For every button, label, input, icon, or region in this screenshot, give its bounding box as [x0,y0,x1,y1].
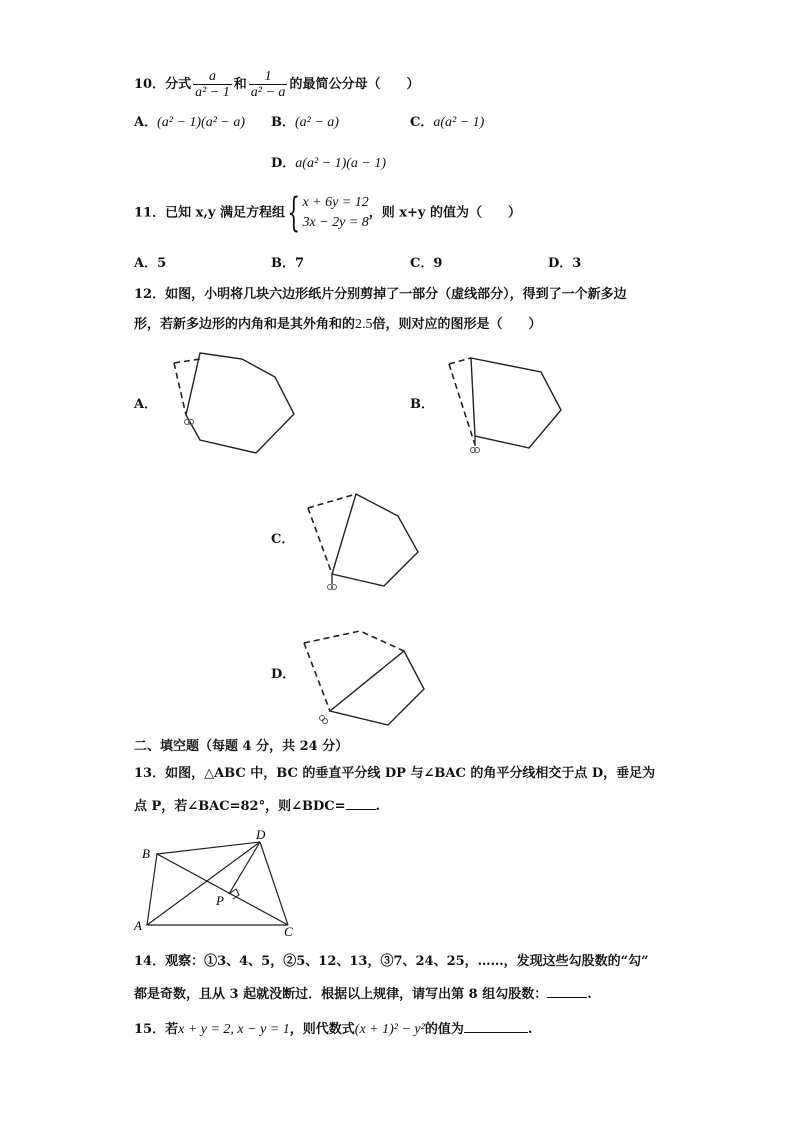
q10-option-a-expr: (a² − 1)(a² − a) [157,115,246,130]
q12-option-c-label[interactable]: C． [271,532,295,547]
q12-option-b-figure [445,350,575,460]
q10-option-b[interactable] [271,114,339,132]
q12-b-cut-side [449,364,475,445]
q10-fraction-1-numerator: a [193,69,232,85]
q12-option-a-label[interactable]: A． [134,397,158,412]
q11-equation-1: x + 6y = 12 [302,195,369,210]
q10-option-c-label: C． [410,115,434,130]
q11-equation-2: 3x − 2y = 8 [302,215,369,230]
q13-line-2 [134,796,380,816]
q10-fraction-1-denominator: a² − 1 [195,85,230,100]
q15-expression: (x + 1)² − y² [354,1022,425,1037]
q12-option-a-figure [160,345,310,460]
q10-text-3: 的最简公分母（ ） [289,77,420,92]
q12-option-d-label[interactable]: D． [271,667,296,682]
q12-text-2a: 形，若新多边形的内角和是其外角和的 [134,317,356,332]
q11-option-b[interactable]: B．7 [271,256,305,271]
q10-option-a-label: A． [134,115,158,130]
q13-text-2: 点 P，若∠BAC=82°，则∠BDC= [134,799,346,814]
q15-text-3: 的值为 [424,1022,464,1037]
q11-text-2: ，则 x+y 的值为（ ） [368,205,522,221]
scissors-icon [323,719,328,724]
q13-text-1: 如图，△ABC 中，BC 的垂直平分线 DP 与∠BAC 的角平分线相交于点 D，垂足为 [165,766,656,781]
q10-fraction-2-denominator: a² − a [250,85,286,100]
q12-b-cut-top [449,358,471,364]
q13-line-1 [134,765,655,783]
q10-option-d[interactable] [271,155,386,173]
q10-fraction-2 [249,69,288,100]
q14-text-2: 都是奇数，且从 3 起就没断过．根据以上规律，请写出第 8 组勾股数： [134,987,548,1002]
q12-c-polygon [332,494,418,586]
q11-equation-system [302,193,368,233]
q13-label-a: A [134,918,142,933]
q12-b-polygon [471,358,561,448]
q13-segment-bd [157,842,260,854]
q13-answer-blank[interactable] [346,796,376,810]
q13-segment-dp [229,842,260,894]
q12-c-cut-side [308,508,332,574]
q15-period: . [527,1022,533,1037]
q12-line-2 [134,316,542,334]
q12-a-cut-side [174,363,186,415]
q10-fraction-2-numerator: 1 [249,69,288,85]
q13-number: 13． [134,766,166,781]
q12-option-d-figure [300,625,435,730]
q14-period: . [587,987,592,1002]
scissors-icon [320,716,325,721]
q10-text-2: 和 [233,77,247,92]
q12-c-cut-top [308,494,356,508]
q11-stem [134,190,522,236]
q14-number: 14． [134,954,166,969]
q12-option-c-figure [300,488,430,593]
q10-text-1: 分式 [165,77,192,92]
q10-option-a[interactable] [134,114,245,132]
q11-number: 11． [134,205,166,221]
section-2-title: 二、填空题（每题 4 分，共 24 分） [134,739,349,754]
q11-option-a[interactable]: A．5 [134,256,167,271]
q13-label-b: B [142,846,150,861]
q13-label-d: D [256,827,266,842]
q14-answer-blank[interactable] [547,984,587,998]
q10-option-d-label: D． [271,156,296,171]
q12-d-cut-top [304,631,404,651]
q12-number: 12． [134,287,166,302]
q14-text-1: 观察：①3、4、5，②5、12、13，③7、24、25，……，发现这些勾股数的“勾” [165,954,649,969]
q12-d-polygon [330,651,424,725]
q14-line-1 [134,953,649,971]
q15-text-1: 若 [165,1022,179,1037]
q15-line [134,1019,532,1039]
q12-text-1: 如图，小明将几块六边形纸片分别剪掉了一部分（虚线部分），得到了一个新多边 [165,287,627,302]
q14-line-2 [134,984,592,1004]
q10-fraction-1 [193,69,232,100]
q13-triangle-figure [130,826,300,938]
q12-option-b-label[interactable]: B． [410,397,434,412]
q12-a-polygon [186,353,294,453]
q15-number: 15． [134,1022,166,1037]
q10-number: 10． [134,77,166,92]
q12-ratio: 2.5 [355,317,373,332]
q12-line-1 [134,286,627,304]
q15-answer-blank[interactable] [464,1019,528,1033]
q15-text-2: ，则代数式 [289,1022,355,1037]
q11-brace: { [287,190,301,236]
q11-text-1: 已知 x,y 满足方程组 [165,205,285,221]
q11-option-d[interactable]: D．3 [548,256,582,271]
q10-option-c-expr: a(a² − 1) [433,115,485,130]
q10-stem [134,69,419,100]
q15-condition: x + y = 2, x − y = 1 [178,1022,290,1037]
q13-period: . [375,799,381,814]
q11-option-c[interactable]: C．9 [410,256,443,271]
q10-option-b-label: B． [271,115,295,130]
q13-triangle-abc [147,854,288,925]
q13-segment-ad [147,842,260,925]
q10-option-c[interactable] [410,114,484,132]
q12-d-cut-side [304,643,330,711]
q13-label-p: P [216,893,224,908]
q12-text-2b: 倍，则对应的图形是（ ） [372,317,542,332]
q13-label-c: C [284,924,293,939]
q10-option-b-expr: (a² − a) [295,115,339,130]
q10-option-d-expr: a(a² − 1)(a − 1) [295,156,387,171]
q12-a-cut-top [174,359,200,363]
